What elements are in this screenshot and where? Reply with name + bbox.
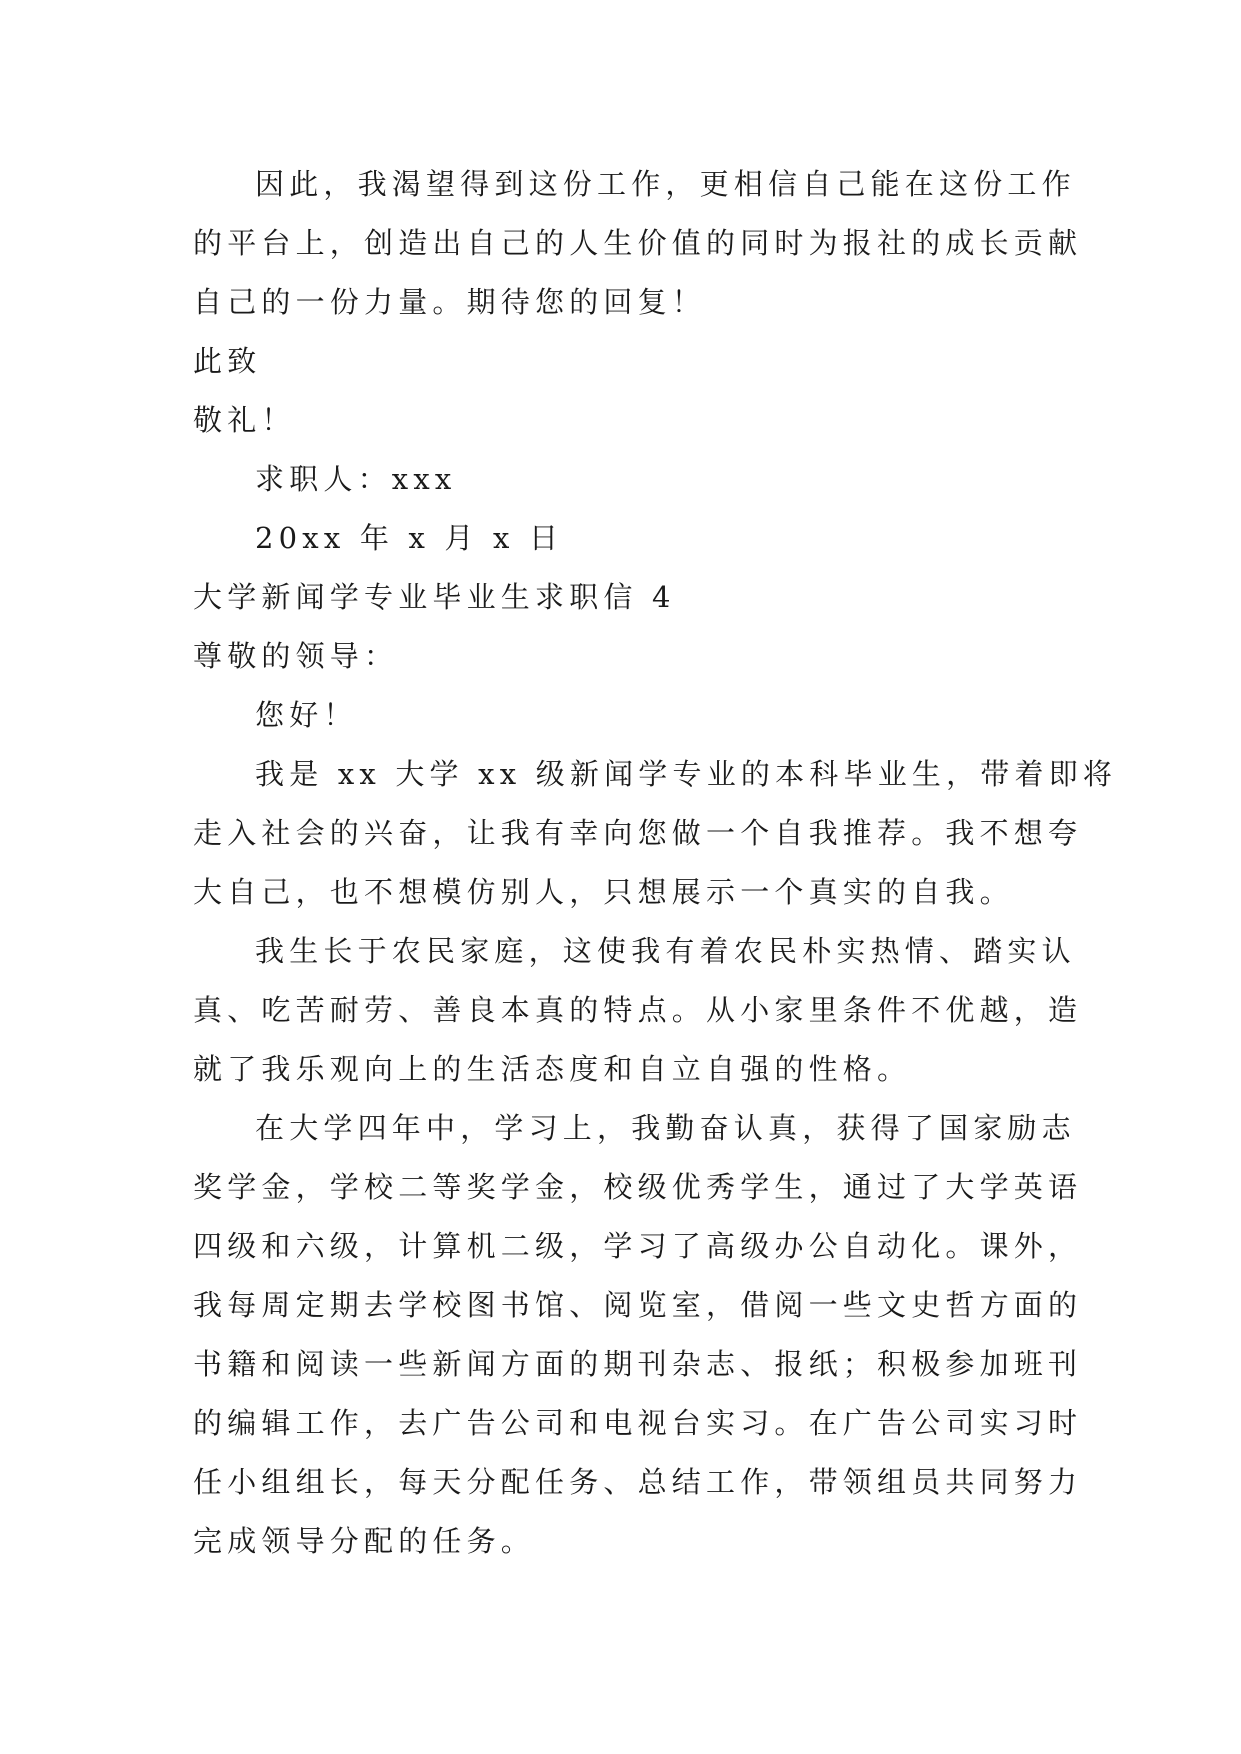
paragraph-line: 书籍和阅读一些新闻方面的期刊杂志、报纸；积极参加班刊 [193, 1347, 1083, 1381]
paragraph-line: 我生长于农民家庭，这使我有着农民朴实热情、踏实认 [255, 934, 1076, 968]
signature-name: 求职人：xxx [255, 462, 457, 496]
paragraph-line: 真、吃苦耐劳、善良本真的特点。从小家里条件不优越，造 [193, 993, 1083, 1027]
paragraph-line: 走入社会的兴奋，让我有幸向您做一个自我推荐。我不想夸 [193, 816, 1083, 850]
paragraph-line: 我每周定期去学校图书馆、阅览室，借阅一些文史哲方面的 [193, 1288, 1083, 1322]
paragraph-line: 完成领导分配的任务。 [193, 1524, 536, 1558]
paragraph-line: 我是 xx 大学 xx 级新闻学专业的本科毕业生，带着即将 [255, 757, 1118, 791]
salutation: 尊敬的领导： [193, 639, 399, 673]
paragraph-line: 因此，我渴望得到这份工作，更相信自己能在这份工作 [255, 167, 1076, 201]
closing-line: 此致 [193, 344, 262, 378]
paragraph-line: 大自己，也不想模仿别人，只想展示一个真实的自我。 [193, 875, 1014, 909]
paragraph-line: 在大学四年中，学习上，我勤奋认真，获得了国家励志 [255, 1111, 1076, 1145]
paragraph-line: 的平台上，创造出自己的人生价值的同时为报社的成长贡献 [193, 226, 1083, 260]
paragraph-line: 就了我乐观向上的生活态度和自立自强的性格。 [193, 1052, 912, 1086]
section-title: 大学新闻学专业毕业生求职信 4 [193, 580, 676, 614]
closing-salute: 敬礼！ [193, 403, 296, 437]
paragraph-line: 任小组组长，每天分配任务、总结工作，带领组员共同努力 [193, 1465, 1083, 1499]
paragraph-line: 四级和六级，计算机二级，学习了高级办公自动化。课外， [193, 1229, 1083, 1263]
signature-date: 20xx 年 x 月 x 日 [255, 521, 564, 555]
paragraph-line: 奖学金，学校二等奖学金，校级优秀学生，通过了大学英语 [193, 1170, 1083, 1204]
paragraph-line: 的编辑工作，去广告公司和电视台实习。在广告公司实习时 [193, 1406, 1083, 1440]
greeting: 您好！ [255, 698, 358, 732]
paragraph-line: 自己的一份力量。期待您的回复！ [193, 285, 707, 319]
